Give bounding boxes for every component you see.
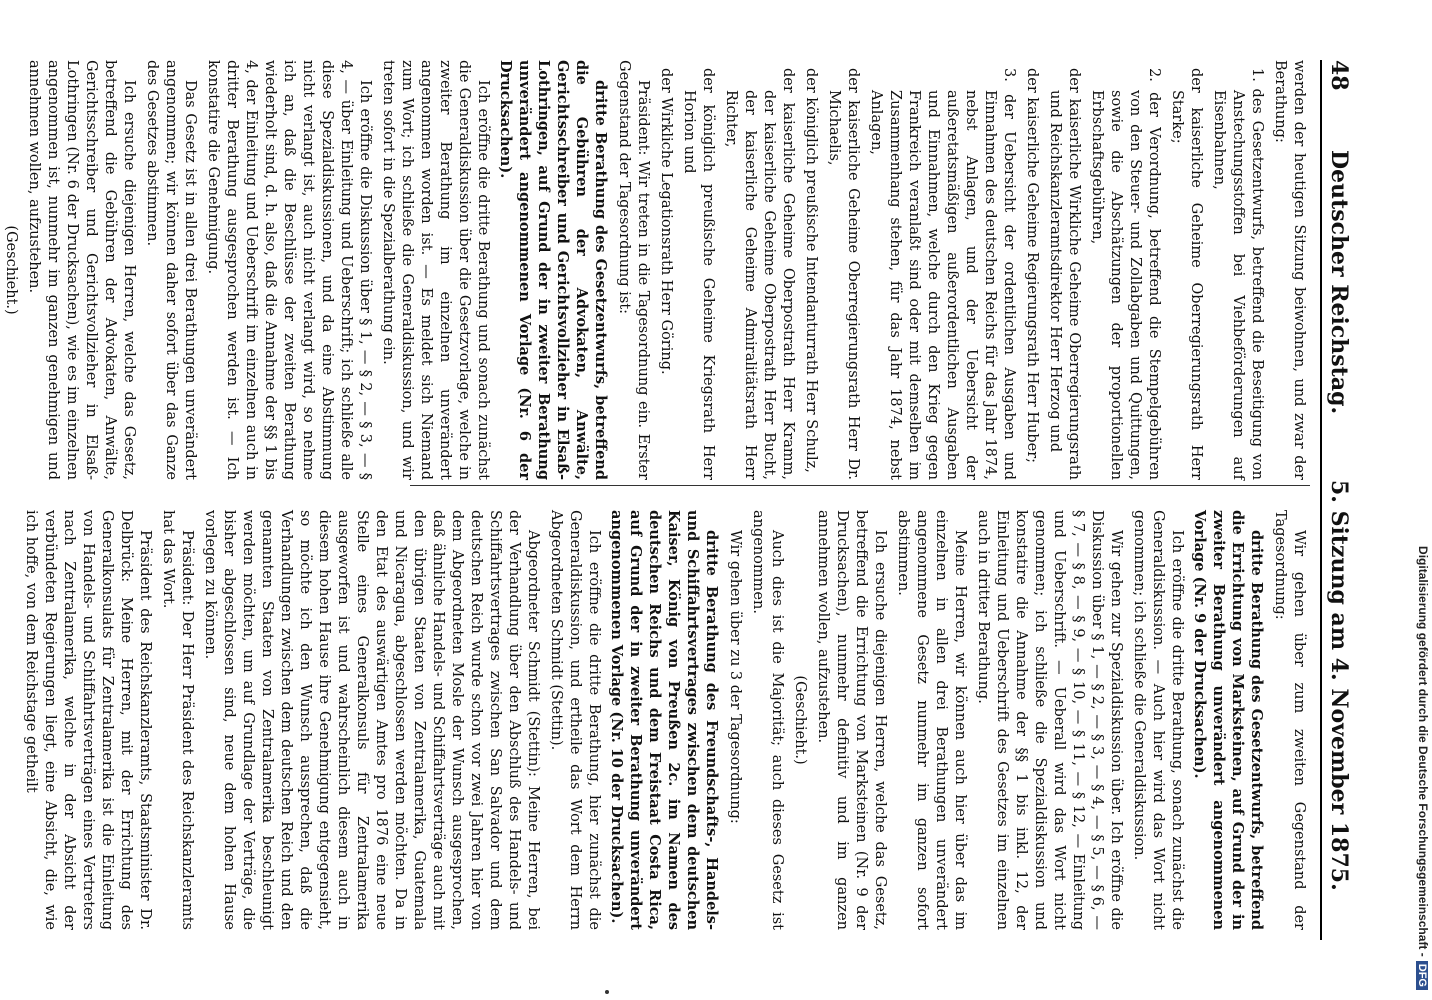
speech: Abgeordneter Schmidt (Stettin): Meine Herren, bei der Verhandlung über den Abschluß des Handels- und Schiffahrtsvertrages zwischen San Salvador und dem deutschen Reich wurde schon vor zwei Jahren hier von dem Abgeordneten Mosle der Wunsch ausgesprochen, daß ähnliche Handels- und Schiffahrtsverträge auch mit den übrigen Staaten von Zentralamerika, Guatemala und Nicaragua, abgeschlossen werden möchten. Da in den Etat des auswärtigen Amtes pro 1876 eine neue Stelle eines Generalkonsuls für Zentralamerika ausgeworfen ist und wahrscheinlich diesem auch in diesem hohen Hause ihre Genehmigung entgegensieht, so möchte ich den Wunsch aussprechen, daß die Verhandlungen zwischen dem deutschen Reich und den genannten Staaten von Zentralamerika beschleunigt werden möchten, um auf Grundlage der Verträge, die bisher abgeschlossen sind, neue dem hohen Hause vorlegen zu können. bbox=[202, 510, 541, 930]
paragraph: Ich eröffne die Diskussion über § 1, — § 2, — § 3, — § 4, — über Einleitung und Ueberschrift; ich schließe alle diese Spezialdiskussionen, und da eine Abstimmung nicht verlangt ist, auch nicht verlangt wird, so nehme ich an, daß die Beschlüsse der zweiten Berathung wiederholt sind, d. h. also, daß die Annahme der §§ 1 bis 4, der Einleitung und Ueberschrift im einzelnen auch in dritter Berathung ausgesprochen werden ist. — Ich konstatire die Genehmigung. bbox=[205, 60, 373, 480]
paragraph: Ich ersuche diejenigen Herren, welche das Gesetz, betreffend die Errichtung von Marksteinen (Nr. 9 der Drucksachen), nunmehr definitiv und im ganzen annehmen wollen, aufzustehen. bbox=[815, 510, 888, 930]
paragraph: Ich eröffne die dritte Berathung, sonach zunächst die Generaldiskussion. — Auch hier wird das Wort nicht genommen; ich schließe die Generaldiskussion. bbox=[1131, 510, 1185, 930]
speech: Präsident des Reichskanzleramts, Staatsminister Dr. Delbrück: Meine Herren, mit der Errichtung des Generalkonsulats für Zentralamerika ist die Einleitung von Handels- und Schiffahrtsverträgen eines Vertreters nach Zentralamerika, welche in der Absicht der verbündeten Regierungen liegt, eine Absicht, die, wie ich hoffe, von dem Reichstage getheilt bbox=[23, 510, 153, 930]
paragraph: Wir gehen über zu 3 der Tagesordnung: bbox=[727, 530, 743, 824]
agenda-item: dritte Berathung des Gesetzentwurfs, betreffend die Errichtung von Marksteinen, auf Grund der in zweiter Berathung unverändert angenommenen Vorlage (Nr. 9 der Drucksachen). bbox=[1191, 510, 1265, 930]
agenda-item: dritte Berathung des Freundschafts-, Handels- und Schiffahrtsvertrages zwischen dem deutschen Kaiser, König von Preußen 2c. im Namen des deutschen Reichs und dem Freistaat Costa Rica, auf Grund der in zweiter Berathung unverändert angenommenen Vorlage (Nr. 10 der Drucksachen). bbox=[608, 510, 720, 930]
list-item: der königlich preußische Intendanturrath Herr Schulz, bbox=[803, 68, 819, 473]
dfg-logo: DFG bbox=[1416, 961, 1428, 990]
paragraph: werden der heutigen Sitzung beiwohnen, und zwar der Berathung: bbox=[1272, 60, 1307, 480]
paragraph: Das Gesetz ist in allen drei Berathungen unverändert angenommen; wir können daher sofort über das Ganze des Gesetzes abstimmen. bbox=[144, 60, 198, 480]
paragraph: Ich eröffne die dritte Berathung und sonach zunächst die Generaldiskussion über die Gesetzvorlage, welche in zweiter Berathung im einzelnen unverändert angenommen worden ist. — Es meldet sich Niemand zum Wort; ich schließe die Generaldiskussion, und wir treten sofort in die Spezialberathung ein. bbox=[380, 60, 491, 480]
stage-direction: (Geschieht.) bbox=[792, 675, 808, 765]
paragraph: Meine Herren, wir können auch hier über das im einzelnen in allen drei Berathungen unverändert angenommene Gesetz nunmehr im ganzen sofort abstimmen. bbox=[895, 510, 968, 930]
list-item: 2. der Verordnung, betreffend die Stempelgebühren von den Steuer- und Zollabgaben und Quittungen, sowie die Abschätzungen der proportionellen Erbschaftsgebühren, bbox=[1089, 68, 1162, 480]
column-divider bbox=[410, 485, 1310, 486]
agenda-item: dritte Berathung des Gesetzentwurfs, betreffend die Gebühren der Advokaten, Anwälte, Gerichtsschreiber und Gerichtsvollzieher in Elsaß-Lothringen, auf Grund der in zweiter Berathung unverändert angenommenen Vorlage (Nr. 6 der Drucksachen). bbox=[497, 60, 609, 480]
paragraph: Auch dies ist die Majorität; auch dieses Gesetz ist angenommen. bbox=[750, 510, 785, 930]
paragraph: Präsident: Wir treten in die Tagesordnung ein. Erster Gegenstand der Tagesordnung ist: bbox=[616, 60, 651, 480]
list-item: der kaiserliche Wirkliche Geheime Oberregierungsrath und Reichskanzleramtsdirektor Herr Herzog und bbox=[1047, 68, 1082, 480]
list-item: der kaiserliche Geheime Oberregierungsrath Herr Dr. Michaelis, bbox=[826, 68, 861, 480]
list-item: der Wirkliche Legationsrath Herr Göring. bbox=[658, 68, 674, 375]
scan-speck bbox=[605, 990, 609, 994]
sidebar-attribution bbox=[1412, 10, 1430, 990]
left-column bbox=[0, 60, 1308, 480]
list-item: der kaiserliche Geheime Oberpostrath Herr Kramm, der kaiserliche Geheime Oberpostrath Herr Bucht, der kaiserliche Geheime Admiralitätsrath Herr Richter, bbox=[723, 68, 796, 480]
right-column bbox=[17, 510, 1308, 930]
running-title: Deutscher Reichstag. bbox=[1326, 150, 1352, 415]
paragraph: Wir gehen über zum zweiten Gegenstand der Tagesordnung: bbox=[1272, 510, 1307, 930]
page-header bbox=[1320, 60, 1358, 940]
page-number: 48 bbox=[1326, 60, 1352, 91]
stage-direction: (Geschieht.) bbox=[3, 225, 19, 315]
session-title: 5. Sitzung am 4. November 1875. bbox=[1326, 480, 1352, 891]
list-item: der kaiserliche Geheime Oberregierungsrath Herr Starke; bbox=[1169, 68, 1204, 480]
paragraph: Ich eröffne die dritte Berathung, hier zunächst die Generaldiskussion, und ertheile das Wort dem Herrn Abgeordneten Schmidt (Stettin). bbox=[548, 510, 602, 930]
paragraph: Präsident: Der Herr Präsident des Reichskanzleramts hat das Wort. bbox=[160, 510, 195, 930]
list-item: 3. der Uebersicht der ordentlichen Ausgaben und Einnahmen des deutschen Reichs für das Jahr 1874, nebst Anlagen, und der Uebersicht der außeretatsmäßigen außerordentlichen Ausgaben und Einnahmen, welche durch den Krieg gegen Frankreich veranlaßt sind oder mit demselben im Zusammenhang stehen, für das Jahr 1874, nebst Anlagen, bbox=[868, 68, 1017, 480]
paragraph: Wir gehen zur Spezialdiskussion über. Ich eröffne die Diskussion über § 1, — § 2, — § 3, — § 4, — § 5, — § 6, — § 7, — § 8, — § 9, — § 10, — § 11, — § 12, — Einleitung und Ueberschrift. — Ueberall wird das Wort nicht genommen; ich schließe die Spezialdiskussion und konstatire die Annahme der §§ 1 bis inkl. 12, der Einleitung und Ueberschrift des Gesetzes im einzelnen auch in dritter Berathung. bbox=[975, 510, 1124, 930]
list-item: der königlich preußische Geheime Kriegsrath Herr Horion und bbox=[681, 68, 716, 480]
funding-note: Digitalisierung gefördert durch die Deutsche Forschungsgemeinschaft - bbox=[1416, 546, 1430, 957]
rotated-page bbox=[3, 20, 1370, 980]
list-item: 1. des Gesetzentwurfs, betreffend die Beseitigung von Anstechungsstoffen bei Viehbeförderungen auf Eisenbahnen, bbox=[1211, 68, 1265, 480]
paragraph: Ich ersuche diejenigen Herren, welche das Gesetz, betreffend die Gebühren der Advokaten, Anwälte, Gerichtsschreiber und Gerichtsvollzieher in Elsaß-Lothringen (Nr. 6 der Drucksachen), wie es im einzelnen angenommen ist, nunmehr im ganzen genehmigen und annehmen wollen, aufzustehen. bbox=[26, 60, 137, 480]
list-item: der kaiserliche Geheime Regierungsrath Herr Huber; bbox=[1024, 68, 1040, 464]
